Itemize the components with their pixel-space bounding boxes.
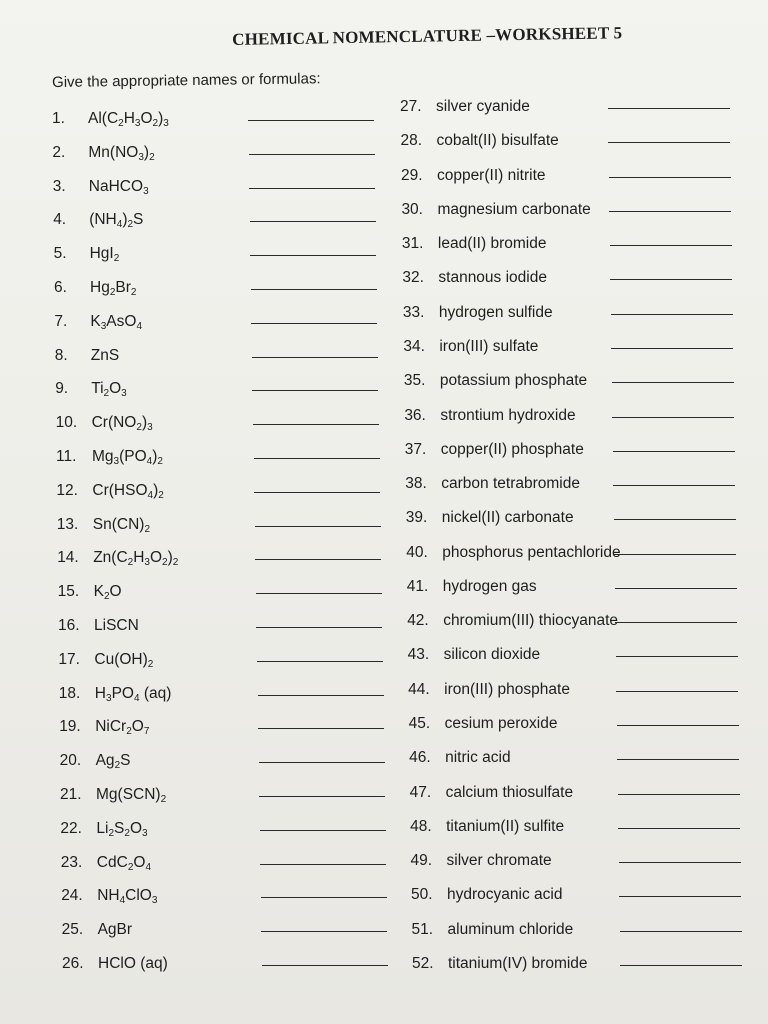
item-number: 9. — [55, 380, 69, 398]
item-number: 13. — [56, 515, 79, 533]
item-number: 50. — [411, 886, 433, 904]
item-number: 33. — [402, 303, 425, 321]
compound-name: stannous iodide — [438, 269, 547, 287]
compound-name: cobalt(II) bisulfate — [436, 132, 559, 150]
compound-name: titanium(IV) bromide — [448, 955, 588, 972]
chemical-formula: $CdC_2O_4$ — [96, 853, 151, 873]
item-number: 19. — [59, 718, 81, 736]
item-number: 44. — [408, 680, 430, 698]
answer-blank[interactable] — [614, 519, 736, 520]
answer-blank[interactable] — [612, 417, 734, 418]
answer-blank[interactable] — [616, 691, 738, 692]
item-number: 37. — [404, 440, 427, 458]
compound-name: aluminum chloride — [447, 920, 574, 938]
chemical-formula: $Mg(SCN)_2$ — [96, 786, 167, 805]
chemical-formula: $K_2O$ — [93, 583, 122, 603]
answer-blank[interactable] — [615, 622, 737, 623]
item-number: 18. — [58, 684, 81, 702]
answer-blank[interactable] — [613, 485, 735, 486]
item-number: 16. — [58, 617, 80, 634]
item-number: 47. — [409, 783, 432, 801]
item-number: 30. — [401, 200, 423, 218]
item-number: 46. — [409, 749, 431, 767]
compound-name: hydrocyanic acid — [447, 886, 563, 904]
item-number: 24. — [61, 887, 83, 905]
chemical-formula: LiSCN — [94, 617, 139, 634]
chemical-formula: $Mg_3(PO_4)_2$ — [92, 448, 163, 467]
answer-blank[interactable] — [618, 828, 740, 829]
answer-blank[interactable] — [613, 451, 735, 452]
compound-name: copper(II) nitrite — [436, 166, 546, 184]
compound-name: lead(II) bromide — [437, 235, 547, 253]
item-number: 35. — [403, 372, 426, 390]
compound-name: silicon dioxide — [443, 646, 541, 664]
answer-blank[interactable] — [612, 382, 734, 383]
item-number: 51. — [411, 920, 434, 938]
compound-name: nickel(II) carbonate — [441, 509, 574, 527]
answer-blank[interactable] — [611, 348, 733, 349]
item-number: 42. — [407, 612, 429, 630]
item-number: 39. — [405, 509, 428, 527]
chemical-formula: AgBr — [97, 921, 133, 939]
item-number: 14. — [57, 549, 79, 567]
compound-name: chromium(III) thiocyanate — [443, 612, 619, 630]
chemical-formula: $Al(C_2H_3O_2)_3$ — [88, 110, 169, 129]
answer-blank[interactable] — [608, 142, 730, 143]
answer-blank[interactable] — [610, 279, 732, 280]
item-number: 41. — [406, 577, 429, 595]
item-number: 6. — [54, 279, 67, 296]
item-number: 40. — [406, 543, 428, 561]
compound-name: silver chromate — [446, 852, 552, 870]
item-number: 28. — [400, 132, 423, 150]
item-number: 36. — [404, 406, 426, 424]
compound-name: cesium peroxide — [444, 715, 558, 733]
worksheet-title: CHEMICAL NOMENCLATURE –WORKSHEET 5 — [232, 23, 623, 49]
item-number: 45. — [408, 715, 431, 733]
item-number: 38. — [405, 475, 427, 493]
compound-name: carbon tetrabromide — [441, 475, 580, 493]
item-number: 11. — [56, 448, 77, 465]
answer-blank[interactable] — [620, 965, 742, 966]
chemical-formula: $Li_2S_2O_3$ — [96, 819, 148, 839]
answer-blank[interactable] — [617, 759, 739, 760]
compound-name: titanium(II) sulfite — [446, 817, 565, 835]
chemical-formula: $Cr(NO_2)_3$ — [91, 414, 153, 434]
chemical-formula: $Sn(CN)_2$ — [92, 515, 151, 535]
item-number: 52. — [412, 955, 434, 972]
chemical-formula: $Mn(NO_3)_2$ — [88, 143, 155, 163]
chemical-formula: ZnS — [90, 346, 120, 364]
chemical-formula: $(NH_4)_2S$ — [89, 211, 144, 231]
compound-name: copper(II) phosphate — [440, 440, 584, 458]
compound-name: nitric acid — [445, 749, 511, 767]
chemical-formula: $Cr(HSO_4)_2$ — [92, 481, 164, 501]
item-number: 22. — [60, 819, 82, 837]
worksheet-instructions: Give the appropriate names or formulas: — [52, 70, 321, 91]
item-number: 7. — [54, 312, 68, 330]
compound-name: strontium hydroxide — [440, 406, 576, 424]
chemical-formula: $Ti_2O_3$ — [91, 380, 127, 400]
item-number: 32. — [402, 269, 424, 287]
chemical-formula: $Hg_2Br_2$ — [90, 279, 137, 298]
chemical-formula: $NiCr_2O_7$ — [95, 718, 150, 738]
answer-blank[interactable] — [620, 931, 742, 932]
item-number: 23. — [60, 853, 83, 871]
item-number: 20. — [59, 752, 82, 770]
item-number: 5. — [53, 245, 67, 263]
item-number: 34. — [403, 337, 425, 355]
answer-blank[interactable] — [619, 862, 741, 863]
answer-blank[interactable] — [616, 656, 738, 657]
compound-name: potassium phosphate — [439, 372, 588, 390]
chemical-formula: $Zn(C_2H_3O_2)_2$ — [93, 549, 179, 569]
chemical-formula: HClO (aq) — [98, 955, 168, 972]
answer-blank[interactable] — [608, 108, 730, 109]
chemical-formula: HgI$_2$ — [89, 245, 120, 265]
chemical-formula: $Cu(OH)_2$ — [94, 650, 154, 670]
item-number: 15. — [57, 583, 80, 601]
item-number: 49. — [410, 852, 433, 870]
item-number: 8. — [54, 346, 68, 364]
item-number: 21. — [60, 786, 82, 803]
chemical-formula: $Ag_2S$ — [95, 752, 131, 772]
item-number: 2. — [52, 143, 66, 161]
answer-blank[interactable] — [617, 725, 739, 726]
item-number: 29. — [400, 166, 423, 184]
compound-name: phosphorus pentachloride — [442, 543, 621, 561]
answer-blank[interactable] — [610, 245, 732, 246]
compound-name: silver cyanide — [436, 98, 530, 115]
compound-name: hydrogen gas — [442, 577, 537, 595]
item-number: 48. — [410, 817, 432, 835]
answer-blank[interactable] — [611, 314, 733, 315]
item-number: 1. — [52, 110, 65, 127]
answer-blank[interactable] — [615, 588, 737, 589]
item-number: 4. — [53, 211, 67, 229]
item-number: 43. — [407, 646, 430, 664]
item-number: 26. — [62, 955, 84, 972]
chemical-formula: $K_3AsO_4$ — [90, 312, 143, 332]
chemical-formula: $NH_4ClO_3$ — [97, 887, 158, 907]
compound-name: hydrogen sulfide — [438, 303, 553, 321]
item-number: 25. — [61, 921, 84, 939]
answer-blank[interactable] — [618, 794, 740, 795]
answer-blank[interactable] — [614, 554, 736, 555]
answer-blank[interactable] — [609, 177, 731, 178]
chemical-formula: NaHCO$_3$ — [88, 177, 149, 197]
item-number: 3. — [52, 177, 66, 195]
compound-name: iron(III) sulfate — [439, 337, 539, 355]
item-number: 12. — [56, 481, 78, 499]
item-number: 27. — [400, 98, 422, 115]
compound-name: calcium thiosulfate — [445, 783, 574, 801]
answer-blank[interactable] — [609, 211, 731, 212]
compound-name: magnesium carbonate — [437, 200, 591, 218]
item-number: 17. — [58, 650, 80, 668]
chemical-formula: $H_3PO_4$ (aq) — [94, 684, 172, 704]
compound-name: iron(III) phosphate — [444, 680, 570, 698]
answer-blank[interactable] — [619, 896, 741, 897]
item-number: 10. — [55, 414, 78, 432]
item-number: 31. — [401, 235, 424, 253]
